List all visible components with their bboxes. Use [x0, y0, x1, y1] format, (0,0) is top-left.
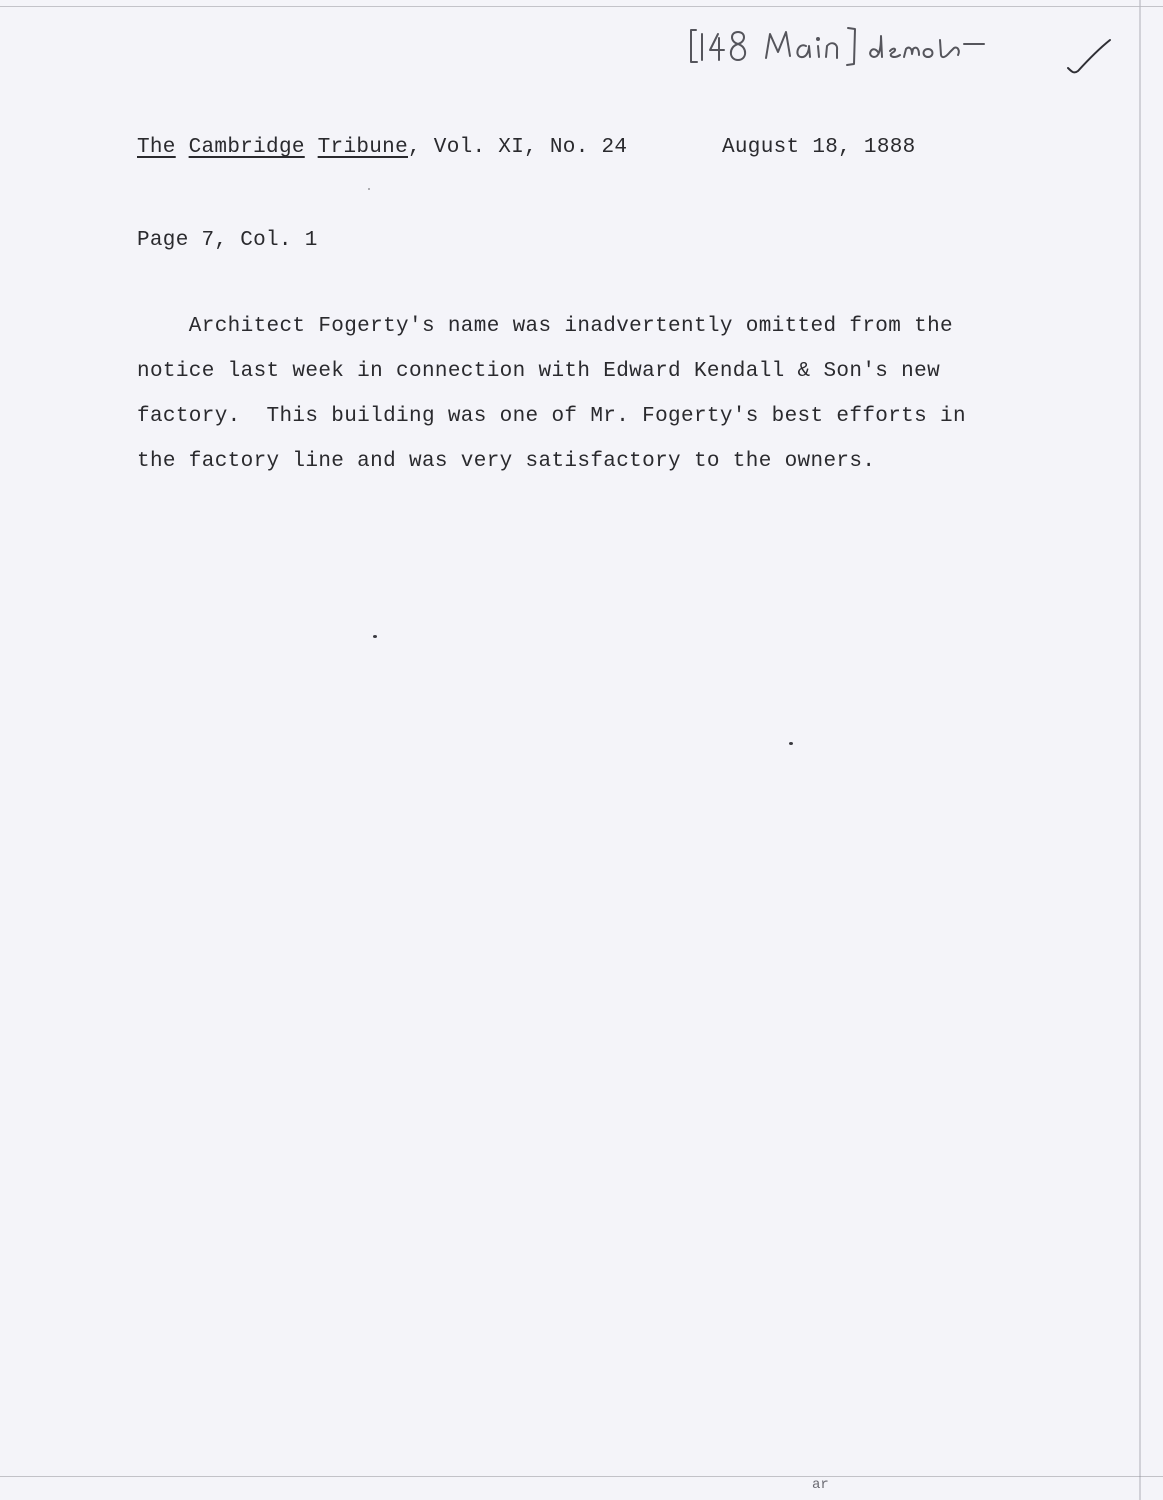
page-top-edge — [0, 6, 1163, 7]
scan-speck — [373, 635, 377, 638]
newspaper-name-part: Tribune — [317, 136, 408, 159]
article-line: notice last week in connection with Edward Kendall & Son's new — [137, 360, 941, 383]
scan-speck — [789, 742, 793, 745]
newspaper-name-part: Cambridge — [188, 136, 305, 159]
page-bottom-edge — [0, 1476, 1163, 1477]
handwritten-note — [688, 24, 998, 72]
newspaper-citation — [137, 136, 627, 159]
check-mark-icon — [1064, 38, 1114, 78]
scan-speck — [368, 188, 370, 190]
article-line: Architect Fogerty's name was inadvertently omitted from the — [137, 315, 953, 338]
publication-date: August 18, 1888 — [722, 136, 916, 159]
page-column-reference: Page 7, Col. 1 — [137, 229, 318, 252]
article-line: the factory line and was very satisfactory to the owners. — [137, 450, 876, 473]
volume-issue: , Vol. XI, No. 24 — [407, 136, 628, 159]
article-line: factory. This building was one of Mr. Fogerty's best efforts in — [137, 405, 966, 428]
page-right-edge — [1139, 0, 1141, 1500]
newspaper-name-part: The — [137, 136, 176, 159]
bottom-edge-mark: ar — [812, 1477, 829, 1493]
